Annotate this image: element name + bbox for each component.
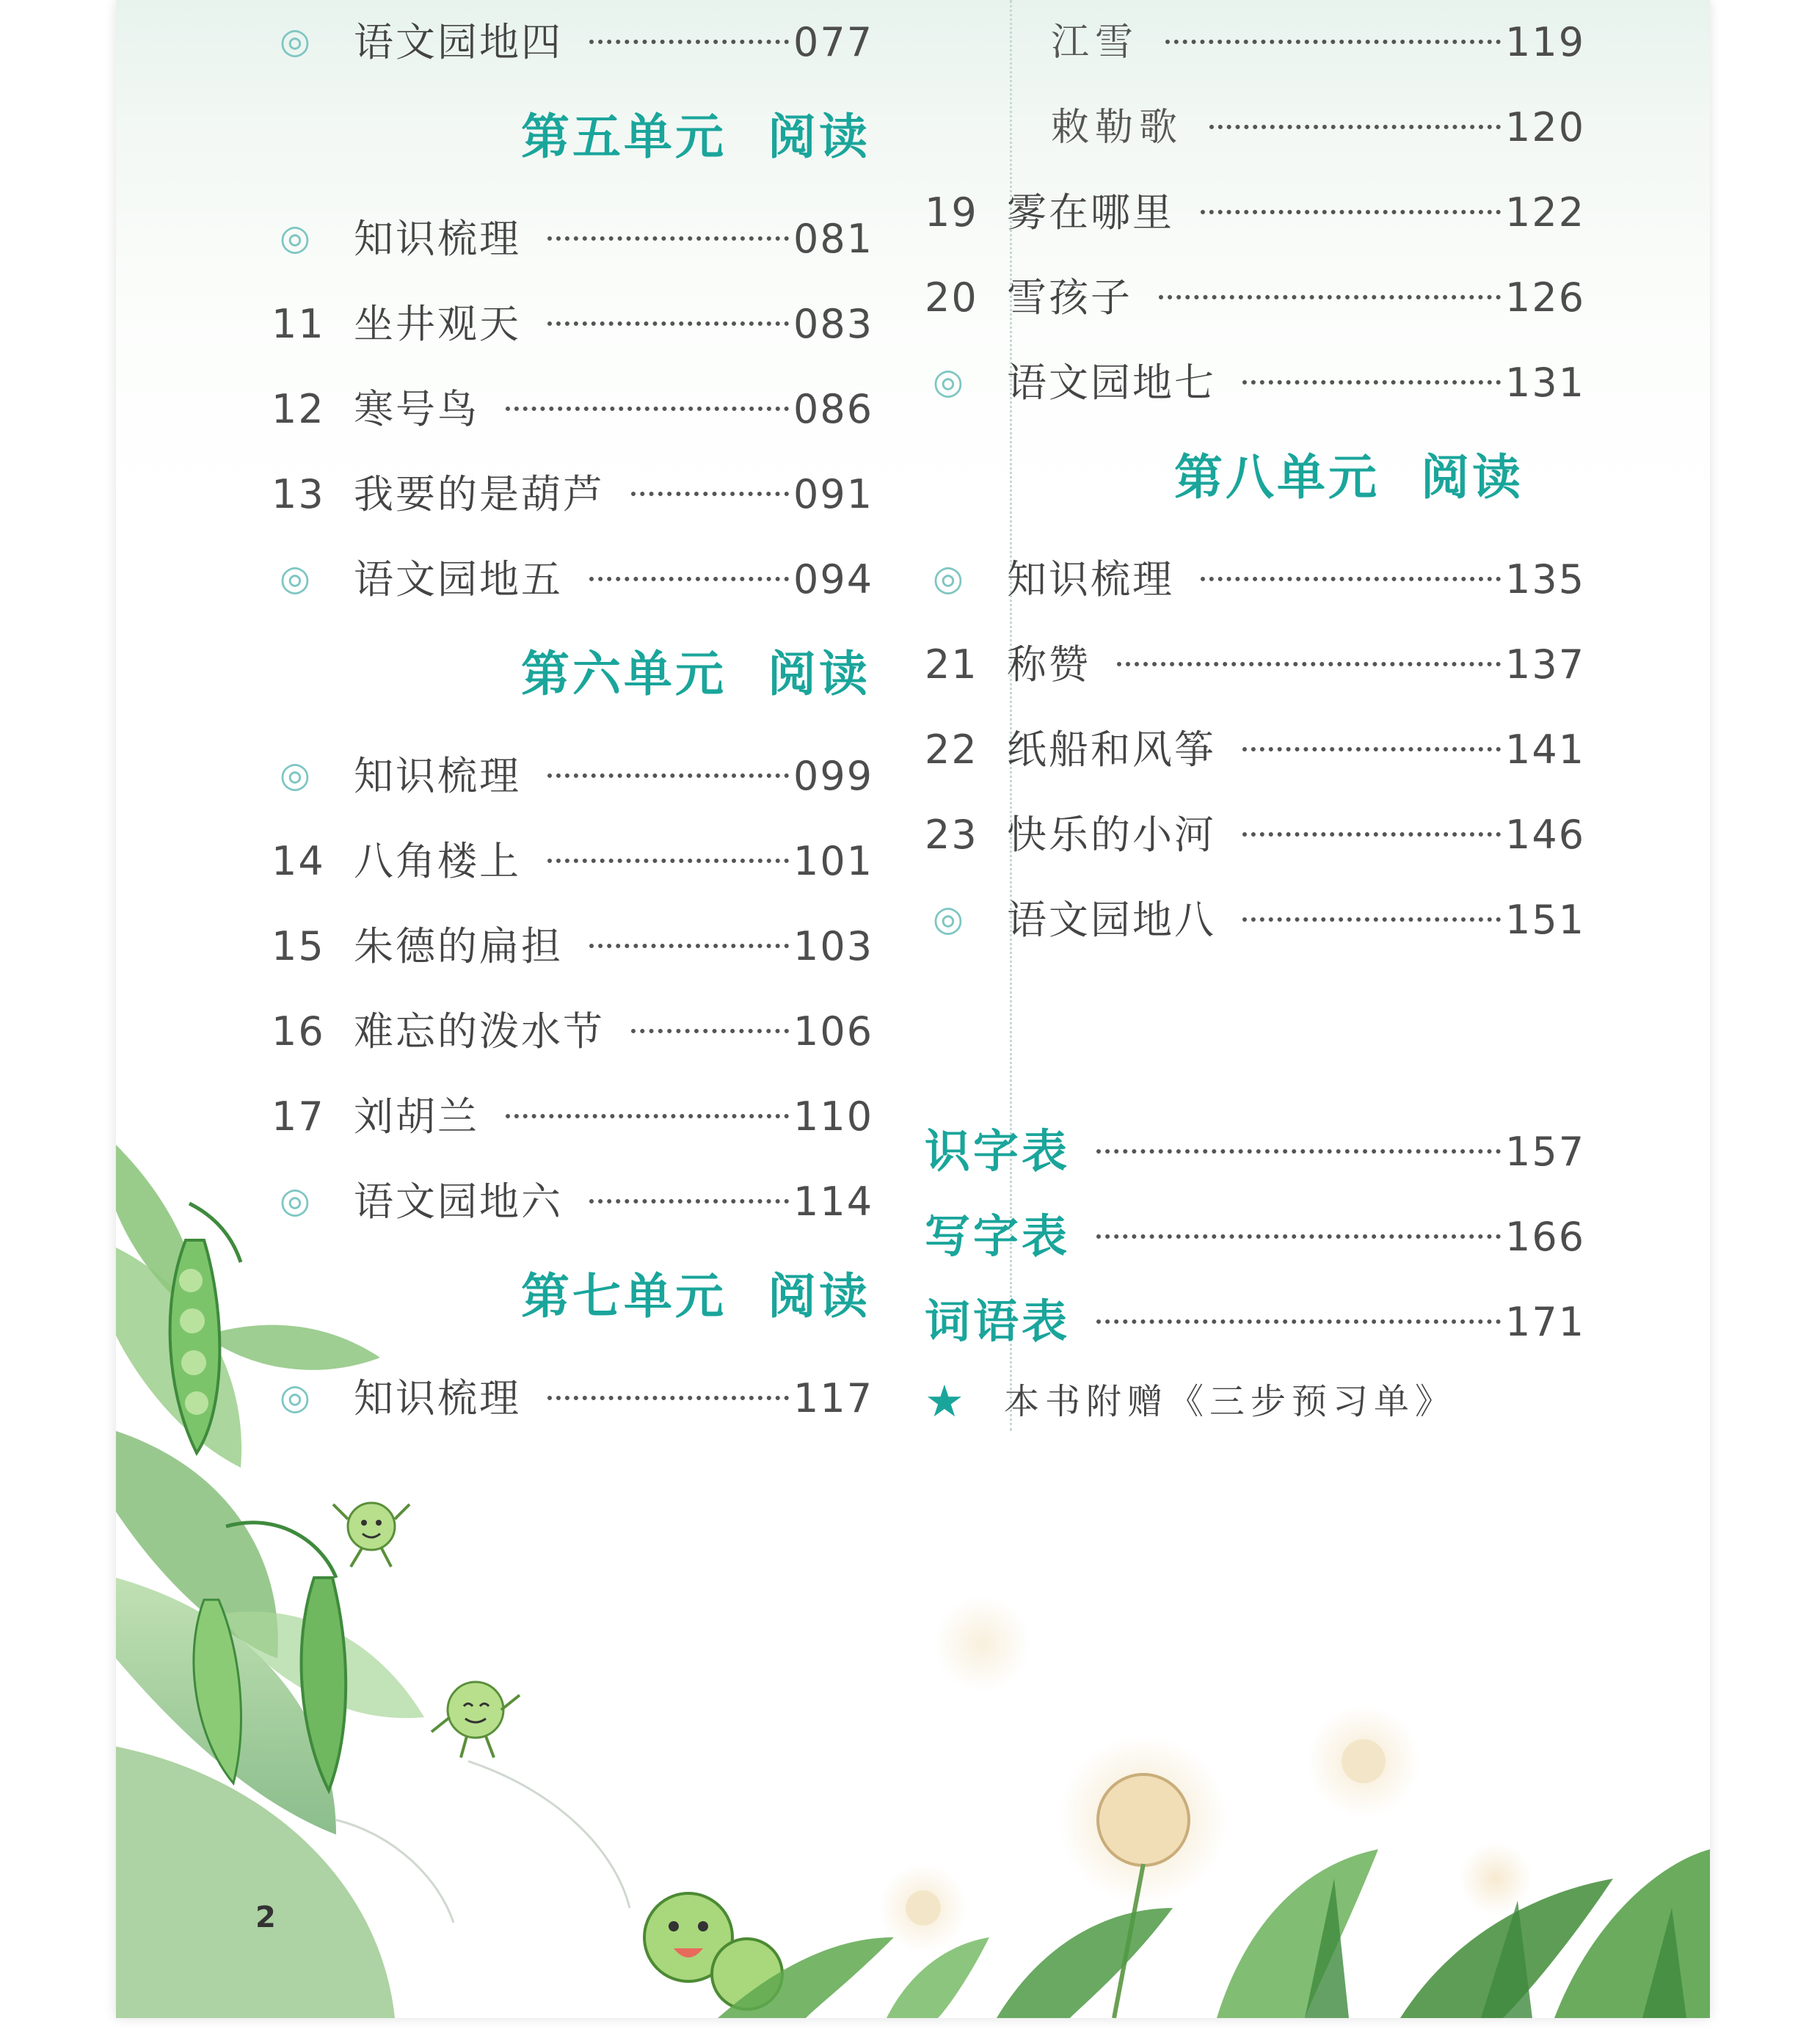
entry-page-number: 103	[793, 923, 874, 969]
entry-title: 语文园地五	[354, 556, 563, 602]
entry-title: 知识梳理	[354, 753, 521, 799]
dot-leader	[589, 1199, 789, 1203]
dandelion-icon	[842, 1556, 1562, 2018]
dot-leader	[506, 407, 789, 411]
dot-leader	[589, 40, 789, 44]
entry-title: 刘胡兰	[354, 1093, 479, 1140]
dot-leader	[1096, 1234, 1501, 1239]
unit-sub-label: 阅读	[768, 646, 870, 702]
entry-title: 江雪	[1051, 21, 1140, 65]
dot-leader	[1242, 747, 1501, 751]
dot-leader	[1242, 917, 1501, 922]
toc-entry[interactable]	[925, 622, 1644, 707]
unit-name: 第七单元	[521, 1268, 727, 1325]
lesson-number: 14	[272, 838, 325, 884]
entry-title: 知识梳理	[354, 216, 521, 262]
lesson-number: 13	[272, 471, 325, 517]
entry-page-number: 151	[1505, 897, 1586, 943]
entry-title: 语文园地八	[1007, 897, 1216, 943]
dot-leader	[506, 1114, 789, 1118]
entry-page-number: 086	[793, 386, 874, 432]
entry-page-number: 120	[1505, 104, 1586, 150]
entry-page-number: 099	[793, 753, 874, 799]
entry-title: 八角楼上	[354, 838, 521, 884]
toc-entry[interactable]	[925, 537, 1644, 622]
toc-entry[interactable]	[925, 0, 1644, 85]
entry-page-number: 131	[1505, 360, 1586, 406]
pea-character-icon	[333, 1503, 782, 2009]
entry-page-number: 137	[1505, 641, 1586, 688]
circle-marker-icon: ◎	[280, 217, 310, 258]
entry-page-number: 106	[793, 1008, 874, 1055]
dot-leader	[1159, 295, 1501, 299]
entry-title: 敕勒歌	[1051, 106, 1184, 150]
entry-page-number: 101	[793, 838, 874, 884]
unit-sub-label: 阅读	[768, 1268, 870, 1325]
toc-entry[interactable]	[925, 707, 1644, 793]
entry-page-number: 122	[1505, 189, 1586, 236]
lesson-number: 17	[272, 1093, 325, 1140]
entry-title: 称赞	[1007, 641, 1091, 688]
lesson-number: 19	[925, 189, 978, 236]
toc-entry[interactable]	[925, 878, 1644, 963]
dot-leader	[1242, 380, 1501, 385]
appendix-entry[interactable]	[925, 1110, 1644, 1195]
dot-leader	[1165, 40, 1501, 44]
toc-entry[interactable]	[272, 0, 932, 85]
unit-heading	[521, 1264, 870, 1330]
circle-marker-icon: ◎	[933, 558, 964, 599]
circle-marker-icon: ◎	[280, 1377, 310, 1418]
entry-page-number: 141	[1505, 726, 1586, 773]
entry-page-number: 117	[793, 1375, 874, 1421]
lesson-number: 16	[272, 1008, 325, 1055]
toc-entry[interactable]	[272, 1074, 932, 1159]
toc-entry[interactable]	[272, 1356, 932, 1441]
unit-name: 第八单元	[1174, 449, 1380, 506]
lesson-number: 12	[272, 386, 325, 432]
entry-page-number: 083	[793, 301, 874, 347]
lesson-number: 21	[925, 641, 978, 688]
toc-entry[interactable]	[272, 367, 932, 452]
entry-page-number: 094	[793, 556, 874, 602]
appendix-label: 词语表	[925, 1294, 1071, 1348]
entry-title: 语文园地七	[1007, 360, 1216, 406]
appendix-entry[interactable]	[925, 1195, 1644, 1280]
unit-sub-label: 阅读	[1421, 449, 1524, 506]
dot-leader	[547, 1396, 789, 1400]
entry-title: 寒号鸟	[354, 386, 479, 432]
star-icon: ★	[925, 1376, 964, 1427]
dot-leader	[547, 859, 789, 863]
toc-entry[interactable]	[272, 819, 932, 904]
dot-leader	[589, 577, 789, 581]
lesson-number: 11	[272, 301, 325, 347]
entry-title: 朱德的扁担	[354, 923, 563, 969]
entry-title: 快乐的小河	[1007, 812, 1216, 858]
toc-entry[interactable]	[272, 904, 932, 989]
toc-entry[interactable]	[925, 170, 1644, 255]
entry-title: 知识梳理	[354, 1375, 521, 1421]
toc-entry[interactable]	[272, 989, 932, 1074]
entry-title: 雪孩子	[1007, 274, 1132, 321]
circle-marker-icon: ◎	[280, 754, 310, 795]
toc-entry[interactable]	[272, 1159, 932, 1245]
grass-leaves-icon	[116, 1145, 424, 2018]
dot-leader	[1096, 1149, 1501, 1154]
dot-leader	[547, 773, 789, 778]
entry-page-number: 081	[793, 216, 874, 262]
entry-title: 语文园地四	[354, 19, 563, 65]
entry-title: 我要的是葫芦	[354, 471, 605, 517]
entry-title: 难忘的泼水节	[354, 1008, 605, 1055]
gift-note	[925, 1368, 1585, 1441]
entry-page-number: 091	[793, 471, 874, 517]
entry-page-number: 077	[793, 19, 874, 65]
entry-title: 语文园地六	[354, 1179, 563, 1225]
dot-leader	[1096, 1319, 1501, 1324]
circle-marker-icon: ◎	[280, 558, 310, 599]
entry-page-number: 114	[793, 1179, 874, 1225]
entry-title: 知识梳理	[1007, 556, 1174, 602]
toc-entry[interactable]	[925, 793, 1644, 878]
dot-leader	[1201, 577, 1501, 581]
lesson-number: 15	[272, 923, 325, 969]
entry-title: 雾在哪里	[1007, 189, 1174, 236]
entry-page-number: 135	[1505, 556, 1586, 602]
entry-page-number: 110	[793, 1093, 874, 1140]
toc-entry[interactable]	[272, 452, 932, 537]
page-number: 2	[255, 1901, 276, 1934]
entry-title: 坐井观天	[354, 301, 521, 347]
dot-leader	[589, 944, 789, 948]
lesson-number: 23	[925, 812, 978, 858]
entry-page-number: 157	[1505, 1129, 1586, 1175]
circle-marker-icon: ◎	[280, 1180, 310, 1221]
entry-page-number: 166	[1505, 1214, 1586, 1260]
entry-page-number: 171	[1505, 1299, 1586, 1345]
toc-entry[interactable]	[272, 282, 932, 367]
unit-heading	[521, 104, 870, 170]
entry-page-number: 119	[1505, 19, 1586, 65]
dot-leader	[547, 321, 789, 326]
dot-leader	[1242, 832, 1501, 837]
dot-leader	[631, 492, 789, 496]
toc-entry[interactable]	[272, 734, 932, 819]
lesson-number: 20	[925, 274, 978, 321]
toc-entry[interactable]	[272, 197, 932, 282]
dot-leader	[1117, 662, 1501, 666]
entry-title: 纸船和风筝	[1007, 726, 1216, 773]
unit-name: 第五单元	[521, 109, 727, 165]
gift-note-text: 本书附赠《三步预习单》	[1004, 1381, 1457, 1422]
toc-entry[interactable]	[925, 340, 1644, 426]
dot-leader	[1209, 125, 1501, 129]
appendix-entry[interactable]	[925, 1280, 1644, 1365]
circle-marker-icon: ◎	[280, 21, 310, 62]
circle-marker-icon: ◎	[933, 361, 964, 402]
entry-page-number: 146	[1505, 812, 1586, 858]
unit-heading	[1174, 445, 1524, 511]
dot-leader	[1201, 210, 1501, 214]
toc-entry[interactable]	[272, 537, 932, 622]
appendix-label: 识字表	[925, 1124, 1071, 1178]
dot-leader	[631, 1029, 789, 1033]
toc-page	[116, 0, 1710, 2018]
appendix-label: 写字表	[925, 1209, 1071, 1263]
dot-leader	[547, 236, 789, 241]
unit-name: 第六单元	[521, 646, 727, 702]
lesson-number: 22	[925, 726, 978, 773]
entry-page-number: 126	[1505, 274, 1586, 321]
toc-entry[interactable]	[925, 255, 1644, 340]
circle-marker-icon: ◎	[933, 898, 964, 939]
toc-entry[interactable]	[925, 85, 1644, 170]
unit-sub-label: 阅读	[768, 109, 870, 165]
unit-heading	[521, 641, 870, 707]
